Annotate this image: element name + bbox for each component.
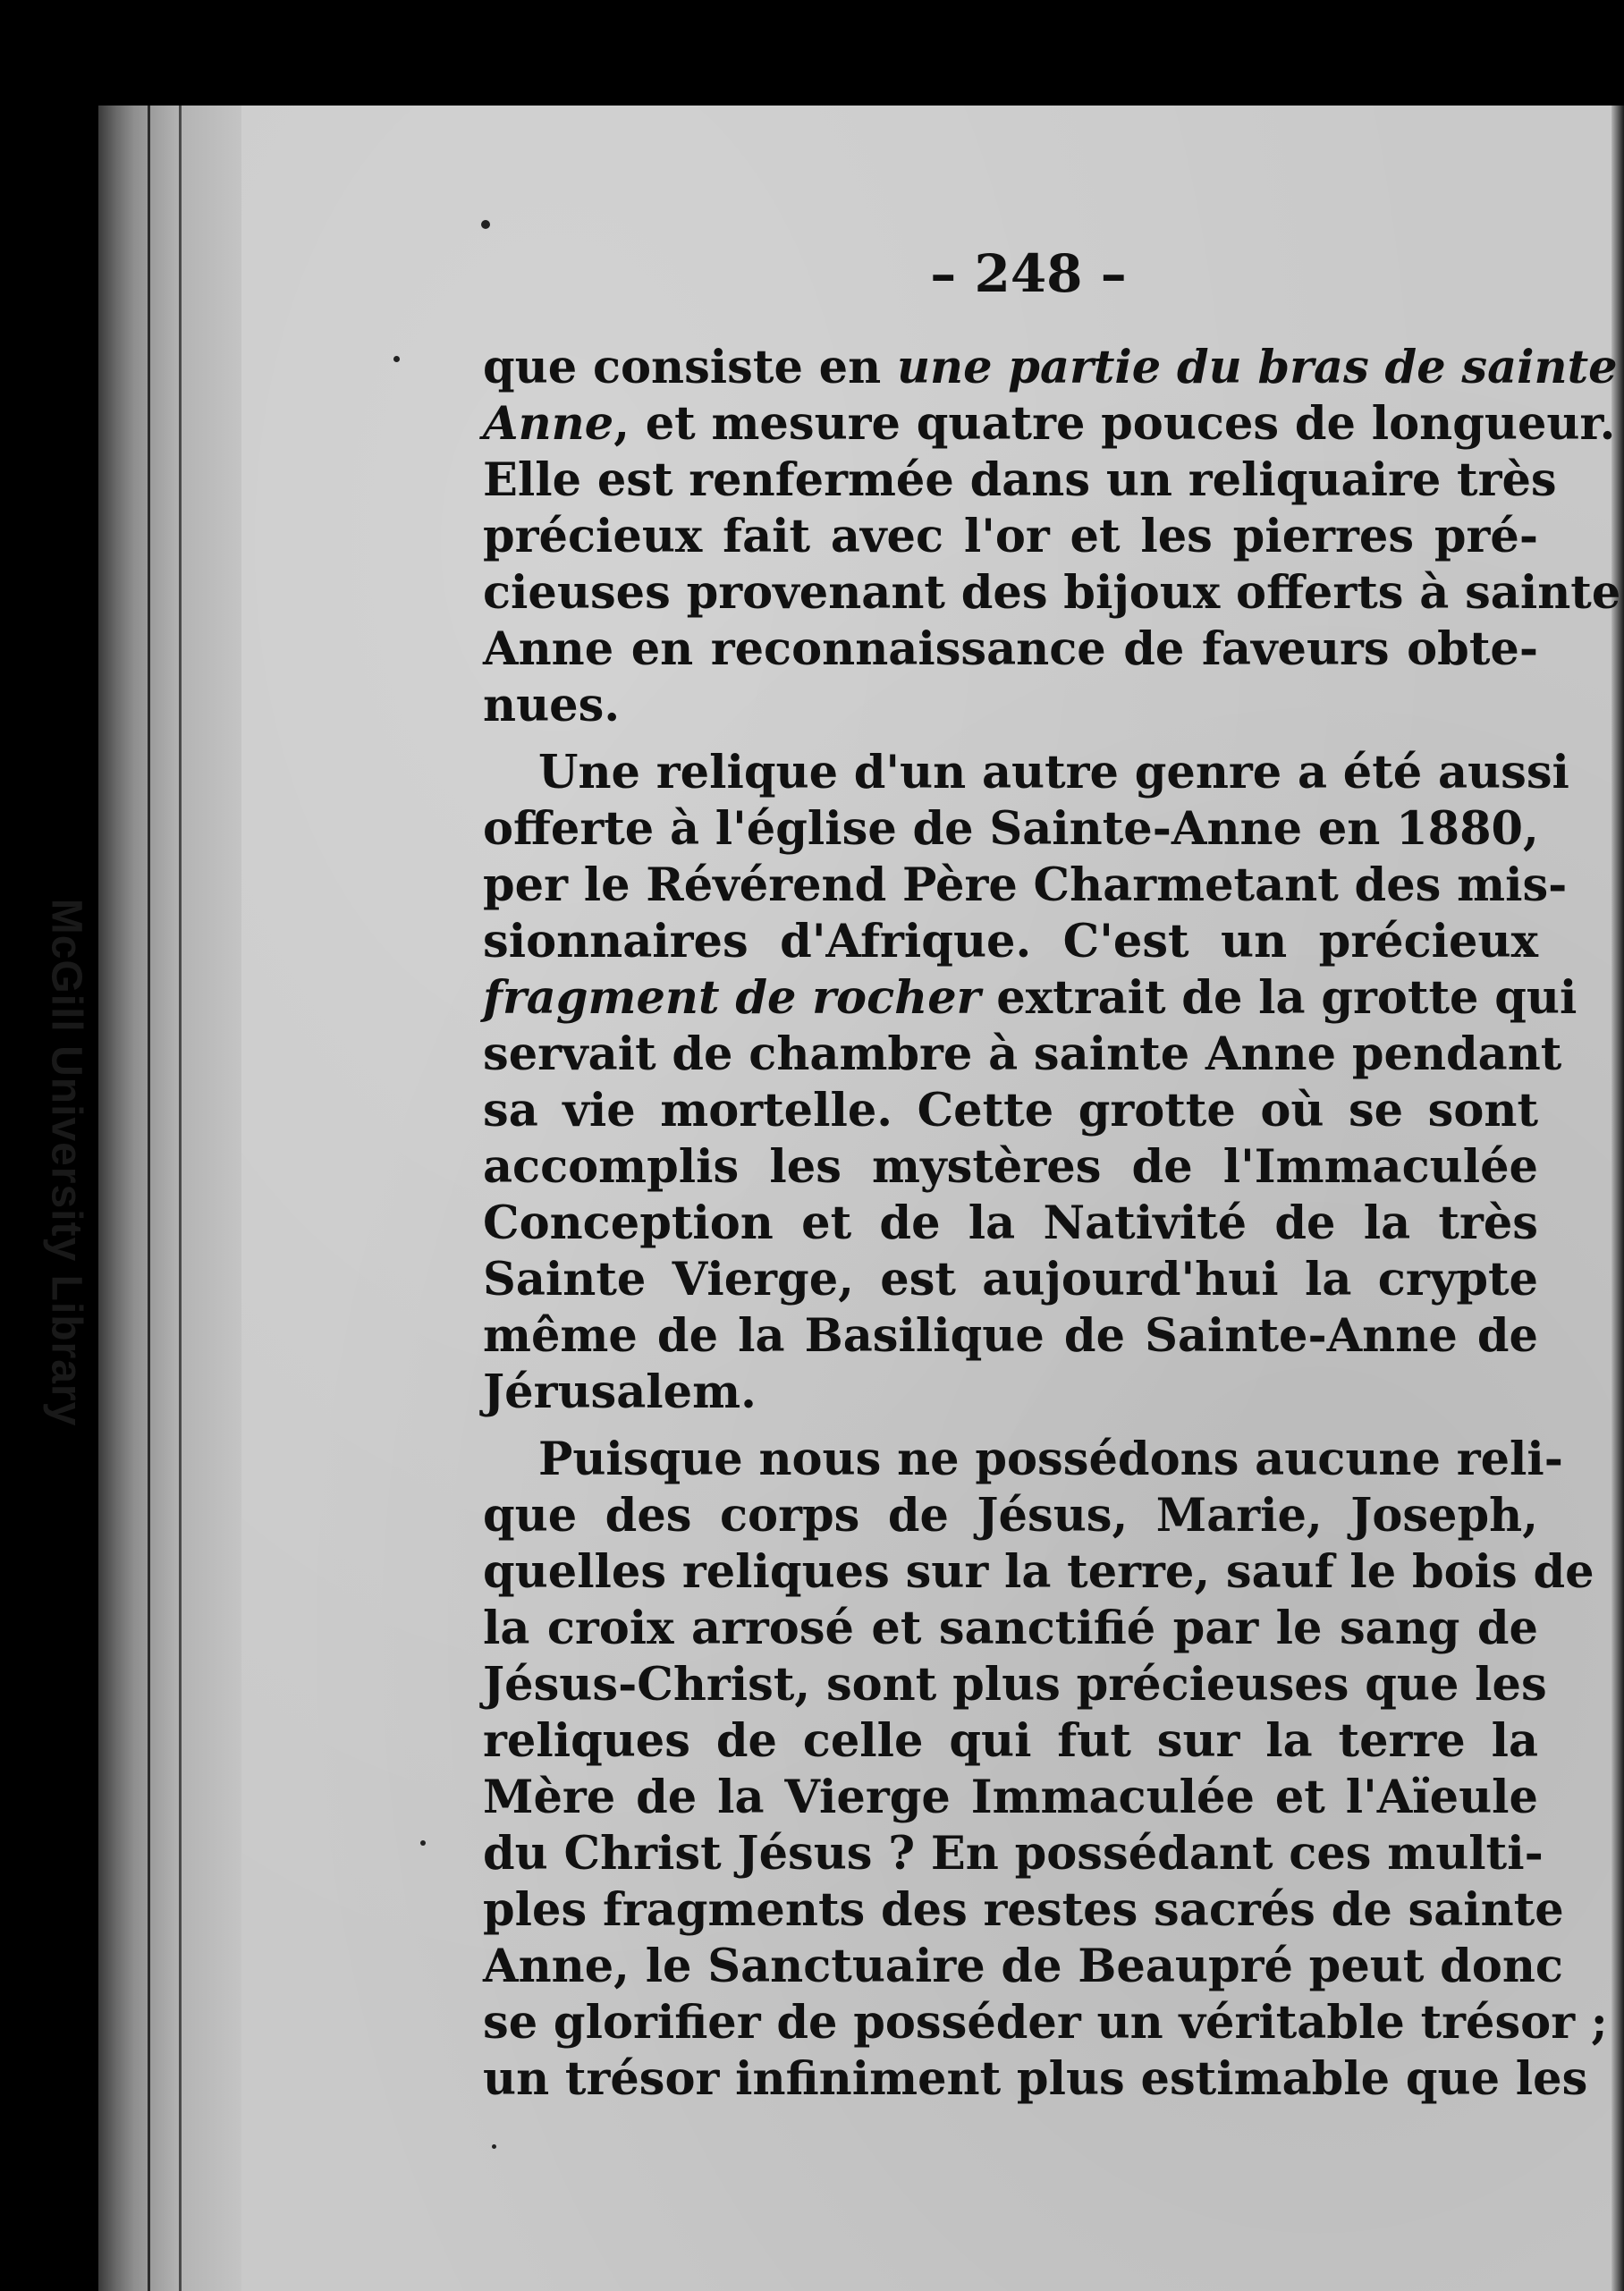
text-segment: même de la Basilique de Sainte-Anne de [483,1309,1538,1363]
text-line [483,1657,1547,1713]
text-line [483,1713,1538,1770]
text-segment: la croix arrosé et sanctifié par le sang de [483,1602,1538,1655]
italic-text: Anne [483,397,614,451]
text-segment: que des corps de Jésus, Marie, Joseph, [483,1489,1538,1543]
text-segment: Conception et de la Nativité de la très [483,1196,1538,1250]
text-line [483,1365,1538,1421]
text-line [483,1826,1544,1882]
text-line [483,1601,1538,1657]
text-line [483,340,1618,396]
text-line [483,1196,1538,1252]
text-segment: se glorifier de posséder un véritable trésor ; [483,1996,1608,2050]
text-line [483,1770,1538,1826]
text-segment: précieux fait avec l'or et les pierres pré- [483,510,1538,563]
text-segment: Jésus-Christ, sont plus précieuses que les [483,1658,1547,1712]
text-line [483,745,1569,801]
italic-text: fragment de rocher [483,971,981,1025]
italic-text: une partie du bras de sainte [896,341,1618,394]
text-line [483,621,1538,678]
text-line [483,1139,1538,1196]
text-segment: un trésor infiniment plus estimable que les [483,2052,1588,2106]
text-segment: Anne, le Sanctuaire de Beaupré peut donc [483,1940,1563,1993]
ink-speck [492,2144,496,2149]
paragraph-gap [483,1421,1538,1432]
library-stamp: McGill University Library [42,898,90,1427]
text-line [483,509,1538,565]
text-segment: sionnaires d'Afrique. C'est un précieux [483,915,1538,968]
ink-speck [393,356,400,362]
text-segment: accomplis les mystères de l'Immaculée [483,1140,1538,1194]
text-segment: que consiste en [483,341,897,394]
page-number: – 248 – [930,243,1127,304]
text-segment: Elle est renfermée dans un reliquaire très [483,453,1557,507]
text-segment: reliques de celle qui fut sur la terre la [483,1714,1538,1768]
text-line [483,565,1621,621]
text-segment: Jérusalem. [483,1365,757,1419]
book-binding-edge [98,106,241,2291]
text-line [483,678,1538,734]
text-line [483,1995,1608,2051]
text-segment: offerte à l'église de Sainte-Anne en 1880, [483,802,1539,856]
text-line [483,1252,1538,1308]
ink-speck [420,1840,426,1846]
text-segment: sa vie mortelle. Cette grotte où se sont [483,1084,1538,1137]
text-segment: servait de chambre à sainte Anne pendant [483,1027,1562,1081]
text-segment: Mère de la Vierge Immaculée et l'Aïeule [483,1771,1538,1824]
text-segment: Une relique d'un autre genre a été aussi [538,746,1569,799]
body-text [483,340,1621,2108]
text-line [483,858,1568,914]
text-line [483,1027,1562,1083]
text-line [483,2051,1588,2108]
paragraph-gap [483,734,1538,745]
text-segment: quelles reliques sur la terre, sauf le bois de [483,1545,1594,1599]
binding-line [148,106,150,2291]
text-line [483,1544,1594,1601]
text-line [483,1939,1563,1995]
text-line [483,1308,1538,1365]
text-line [483,396,1616,452]
paragraph [483,1432,1608,2108]
paragraph [483,340,1621,734]
text-segment: Puisque nous ne possédons aucune reli- [538,1433,1563,1486]
text-line [483,801,1538,858]
text-line [483,1083,1538,1139]
paragraph [483,745,1577,1421]
text-line [483,1488,1538,1544]
binding-line [179,106,182,2291]
text-line [483,914,1538,970]
text-segment: Anne en reconnaissance de faveurs obte- [483,622,1538,676]
text-segment: , et mesure quatre pouces de longueur. [613,397,1616,451]
text-segment: per le Révérend Père Charmetant des mis- [483,858,1568,912]
text-segment: nues. [483,679,621,732]
text-line [483,452,1557,509]
text-segment: ples fragments des restes sacrés de sainte [483,1883,1564,1937]
text-line [483,1882,1564,1939]
ink-speck [481,220,490,229]
text-line [483,970,1577,1027]
text-segment: extrait de la grotte qui [980,971,1577,1025]
text-segment: du Christ Jésus ? En possédant ces multi- [483,1827,1544,1881]
text-segment: Sainte Vierge, est aujourd'hui la crypte [483,1253,1538,1306]
text-segment: cieuses provenant des bijoux offerts à sainte [483,566,1621,620]
text-line [483,1432,1563,1488]
